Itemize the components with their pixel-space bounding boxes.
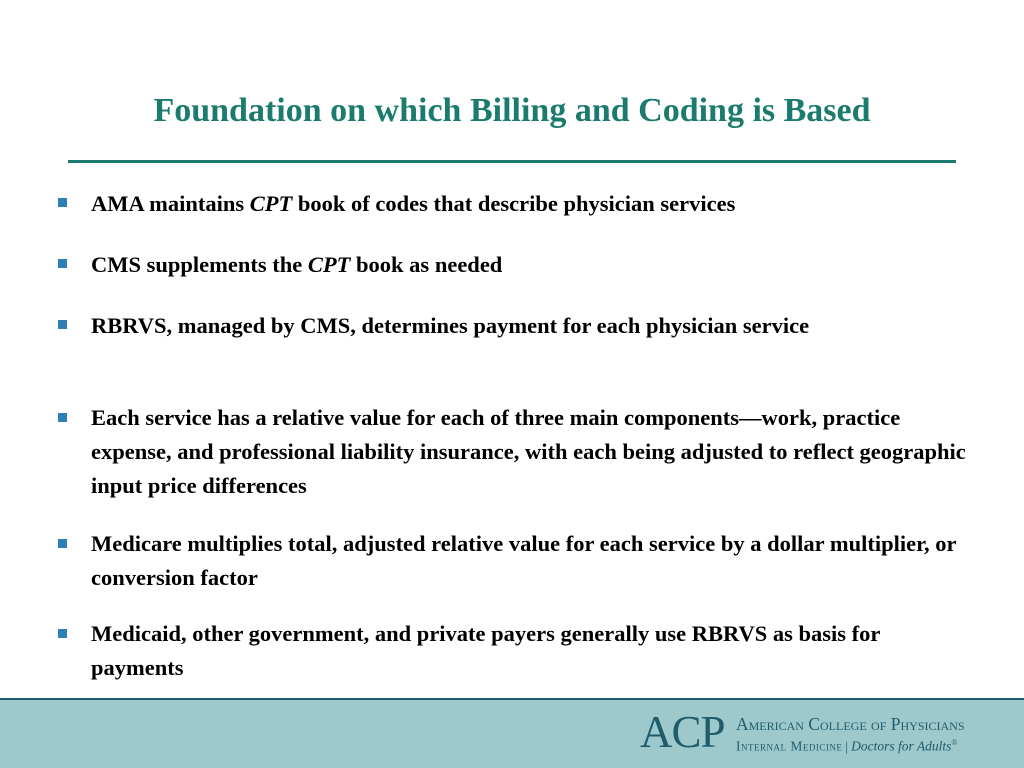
tagline-internal-medicine: Internal Medicine: [736, 738, 843, 754]
tagline-doctors-for-adults: Doctors for Adults: [851, 738, 952, 754]
bullet-item: [91, 527, 971, 595]
bullet-item: [91, 401, 971, 503]
tagline-separator: |: [845, 738, 849, 754]
acp-logo-mark: ACP: [640, 707, 725, 757]
bullet-item: [91, 186, 971, 221]
acp-logo: [640, 707, 990, 757]
bullet-text: Medicare multiplies total, adjusted relative value for each service by a dollar multiplier, or conversion factor: [91, 531, 957, 590]
bullet-text: Each service has a relative value for each of three main components—work, practice expense, and professional liability insurance, with each being adjusted to reflect geographic input price differences: [91, 405, 966, 498]
registered-mark: ®: [951, 738, 958, 747]
bullet-text: book as needed: [350, 252, 503, 277]
slide-title: Foundation on which Billing and Coding is Based: [153, 92, 871, 129]
square-bullet-icon: [58, 259, 67, 268]
organization-name: American College of Physicians: [736, 714, 965, 734]
bullet-emphasis: CPT: [307, 252, 351, 277]
bullet-item: [91, 617, 971, 685]
bullet-text: RBRVS, managed by CMS, determines payment for each physician service: [91, 313, 810, 338]
square-bullet-icon: [58, 629, 67, 638]
square-bullet-icon: [58, 198, 67, 207]
bullet-text: Medicaid, other government, and private payers generally use RBRVS as basis for payments: [91, 621, 880, 680]
square-bullet-icon: [58, 413, 67, 422]
square-bullet-icon: [58, 320, 67, 329]
bullet-item: [91, 308, 971, 343]
bullet-item: [91, 247, 971, 282]
bullet-text: book of codes that describe physician services: [292, 191, 736, 216]
square-bullet-icon: [58, 539, 67, 548]
bullet-text: CMS supplements the: [91, 252, 308, 277]
bullet-text: AMA maintains: [91, 191, 250, 216]
organization-tagline: [736, 733, 957, 757]
bullet-emphasis: CPT: [249, 191, 293, 216]
